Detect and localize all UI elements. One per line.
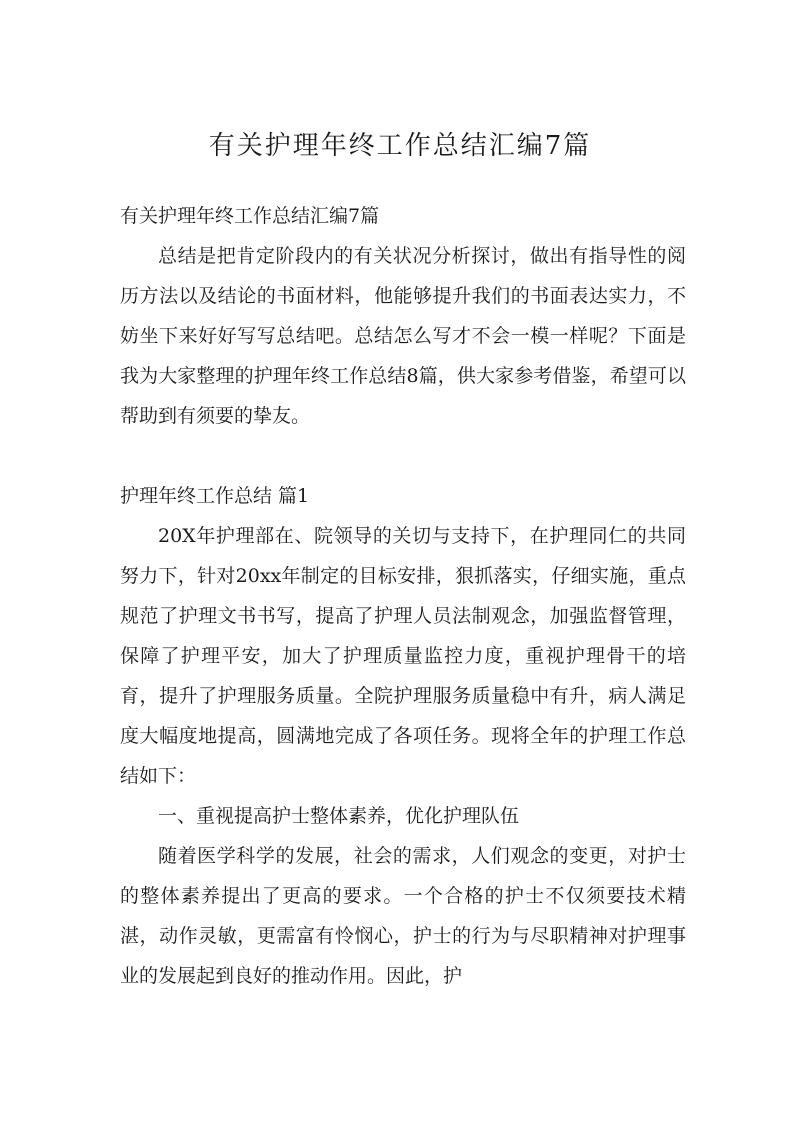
body-paragraph: 20X年护理部在、院领导的关切与支持下，在护理同仁的共同努力下，针对20xx年制定的目标安排，狠抓落实，仔细实施，重点规范了护理文书书写，提高了护理人员法制观念，加强监督管理，保障了护理平安，加大了护理质量监控力度，重视护理骨干的培育，提升了护理服务质量。全院护理服务质量稳中有升，病人满足度大幅度地提高，圆满地完成了各项任务。现将全年的护理工作总结如下： <box>120 525 686 787</box>
document-body <box>120 196 686 996</box>
section-heading: 一、重视提高护士整体素养，优化护理队伍 <box>158 805 520 827</box>
section-title: 护理年终工作总结 篇1 <box>120 485 310 507</box>
document-subtitle: 有关护理年终工作总结汇编7篇 <box>120 205 380 227</box>
document-title: 有关护理年终工作总结汇编7篇 <box>208 131 592 161</box>
body-paragraph: 随着医学科学的发展，社会的需求，人们观念的变更，对护士的整体素养提出了更高的要求。一个合格的护士不仅须要技术精湛，动作灵敏，更需富有怜悯心，护士的行为与尽职精神对护理事业的发展起到良好的推动作用。因此，护 <box>120 845 686 987</box>
intro-paragraph: 总结是把肯定阶段内的有关状况分析探讨，做出有指导性的阅历方法以及结论的书面材料，他能够提升我们的书面表达实力，不妨坐下来好好写写总结吧。总结怎么写才不会一模一样呢？下面是我为大家整理的护理年终工作总结8篇，供大家参考借鉴，希望可以帮助到有须要的挚友。 <box>120 245 686 427</box>
